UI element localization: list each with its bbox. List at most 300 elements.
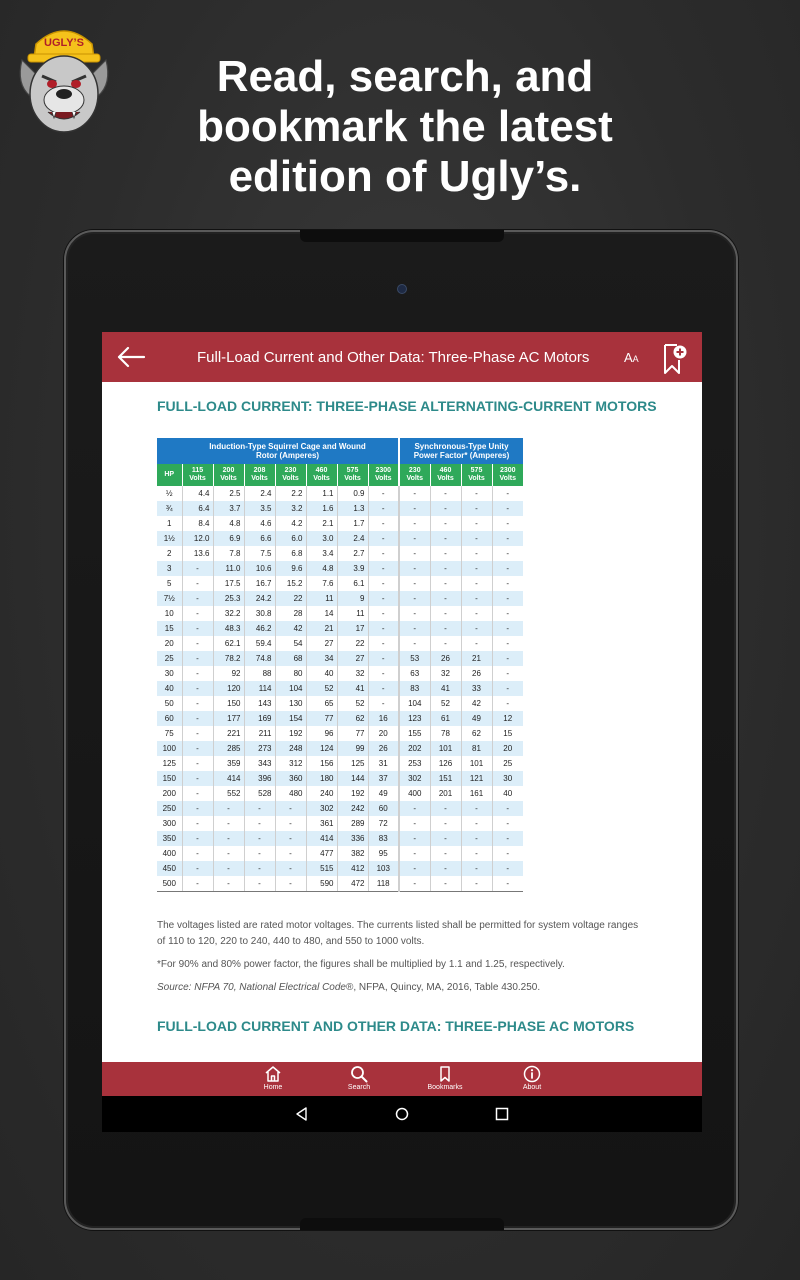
current-cell: - [461,801,492,816]
current-cell: 414 [306,831,337,846]
current-cell: - [492,651,523,666]
chapter-title: Full-Load Current and Other Data: Three-Phase AC Motors [197,349,590,366]
current-cell: 16 [368,711,399,726]
current-cell: 48.3 [213,621,244,636]
current-cell: 92 [213,666,244,681]
source-prefix: Source: NFPA 70, [157,982,240,993]
group-header-induction: Induction-Type Squirrel Cage and Wound Rotor (Amperes) [157,438,399,464]
hp-cell: 500 [157,876,182,891]
current-cell: 155 [399,726,430,741]
current-cell: 412 [337,861,368,876]
current-cell: - [275,801,306,816]
current-cell: 552 [213,786,244,801]
current-cell: 7.8 [213,546,244,561]
table-row [157,726,523,741]
current-cell: 26 [368,741,399,756]
current-cell: - [430,486,461,501]
current-cell: - [182,621,213,636]
current-cell: 242 [337,801,368,816]
current-cell: 6.9 [213,531,244,546]
nav-bookmarks-label: Bookmarks [427,1084,463,1091]
current-cell: 1.6 [306,501,337,516]
current-cell: 161 [461,786,492,801]
table-row [157,756,523,771]
current-cell: - [492,846,523,861]
current-cell: 121 [461,771,492,786]
current-cell: 414 [213,771,244,786]
table-row [157,651,523,666]
current-cell: 9.6 [275,561,306,576]
current-cell: - [368,621,399,636]
info-icon [523,1065,541,1083]
hp-cell: 100 [157,741,182,756]
current-cell: 9 [337,591,368,606]
tablet-bottom-edge [300,1218,504,1230]
current-cell: - [368,651,399,666]
current-cell: 59.4 [244,636,275,651]
table-notes [157,918,647,1003]
table-row [157,666,523,681]
current-cell: - [244,831,275,846]
current-cell: 49 [461,711,492,726]
column-header: 230 Volts [399,464,430,486]
current-cell: 104 [399,696,430,711]
group-header-synchronous: Synchronous-Type Unity Power Factor* (Amperes) [399,438,523,464]
current-cell: 3.9 [337,561,368,576]
column-header: 575 Volts [337,464,368,486]
current-cell: 2.7 [337,546,368,561]
current-cell: 46.2 [244,621,275,636]
current-cell: - [430,621,461,636]
current-cell: - [182,681,213,696]
current-cell: 240 [306,786,337,801]
current-cell: - [213,831,244,846]
current-cell: 400 [399,786,430,801]
current-cell: 14 [306,606,337,621]
current-cell: 130 [275,696,306,711]
current-cell: - [461,876,492,891]
table-row [157,561,523,576]
current-cell: - [182,606,213,621]
current-cell: 78 [430,726,461,741]
current-cell: - [399,636,430,651]
current-cell: 221 [213,726,244,741]
current-cell: 114 [244,681,275,696]
current-cell: 62.1 [213,636,244,651]
hp-cell: ¾ [157,501,182,516]
current-cell: - [244,861,275,876]
table-row [157,576,523,591]
current-cell: 6.1 [337,576,368,591]
note-power-factor: *For 90% and 80% power factor, the figures shall be multiplied by 1.1 and 1.25, respectively. [157,959,565,970]
nav-bookmarks[interactable] [420,1065,470,1091]
current-cell: - [182,591,213,606]
current-cell: - [368,516,399,531]
current-cell: 78.2 [213,651,244,666]
current-cell: 7.5 [244,546,275,561]
hp-cell: 125 [162,759,176,768]
current-cell: - [492,681,523,696]
current-cell: - [492,816,523,831]
current-cell: - [399,876,430,891]
current-cell: 11 [337,606,368,621]
current-cell: 101 [461,756,492,771]
table-row [157,831,523,846]
current-cell: 11.0 [213,561,244,576]
nav-about-label: About [522,1084,542,1091]
font-size-label-large: A [624,350,633,365]
current-cell: 80 [275,666,306,681]
current-cell: 52 [306,681,337,696]
current-cell: 125 [337,756,368,771]
table-row [157,546,523,561]
current-cell: - [430,606,461,621]
current-cell: 25.3 [213,591,244,606]
current-cell: 3.2 [275,501,306,516]
current-cell: 25 [492,756,523,771]
current-cell: - [399,801,430,816]
current-cell: 2.4 [337,531,368,546]
current-cell: 74.8 [244,651,275,666]
current-cell: 180 [306,771,337,786]
current-cell: - [492,861,523,876]
hp-cell: 2 [167,549,172,558]
column-header: HP [157,464,182,486]
current-cell: - [213,876,244,891]
current-cell: 477 [306,846,337,861]
current-cell: - [430,636,461,651]
current-cell: - [492,531,523,546]
table-row [157,741,523,756]
current-cell: - [368,636,399,651]
current-cell: 33 [461,681,492,696]
current-cell: 3.4 [306,546,337,561]
table-row [157,681,523,696]
current-cell: 156 [306,756,337,771]
current-cell: - [368,606,399,621]
current-cell: - [399,486,430,501]
column-header: 208 Volts [244,464,275,486]
current-cell: 21 [461,651,492,666]
motor-current-table [157,438,523,892]
section-heading-1: FULL-LOAD CURRENT: THREE-PHASE ALTERNATING-CURRENT MOTORS [157,398,657,414]
hp-cell: 450 [157,861,182,876]
current-cell: - [244,876,275,891]
current-cell: - [399,861,430,876]
current-cell: 15.2 [275,576,306,591]
current-cell: - [461,516,492,531]
table-row [157,696,523,711]
current-cell: 273 [244,741,275,756]
nav-home-label: Home [263,1084,283,1091]
hp-cell: 75 [164,729,174,738]
current-cell: 4.6 [244,516,275,531]
current-cell: 68 [275,651,306,666]
current-cell: 65 [306,696,337,711]
current-cell: - [244,846,275,861]
current-cell: 202 [399,741,430,756]
current-cell: - [492,801,523,816]
current-cell: 248 [275,741,306,756]
hp-cell: 60 [157,711,182,726]
current-cell: - [244,801,275,816]
tablet-top-edge [300,230,504,242]
current-cell: 211 [244,726,275,741]
current-cell: - [461,816,492,831]
table-row [157,816,523,831]
current-cell: 3.7 [213,501,244,516]
current-cell: - [244,816,275,831]
hp-cell: 1½ [157,531,182,546]
current-cell: 40 [492,786,523,801]
table-row [157,516,523,531]
current-cell: - [213,861,244,876]
current-cell: - [430,861,461,876]
current-cell: - [461,621,492,636]
current-cell: - [182,831,213,846]
current-cell: - [430,876,461,891]
current-cell: - [182,696,213,711]
current-cell: 41 [337,681,368,696]
current-cell: - [182,741,213,756]
current-cell: 61 [430,711,461,726]
current-cell: - [399,846,430,861]
current-cell: 312 [275,756,306,771]
current-cell: - [399,816,430,831]
current-cell: 302 [306,801,337,816]
current-cell: - [399,606,430,621]
current-cell: - [399,546,430,561]
current-cell: - [492,666,523,681]
current-cell: 22 [275,591,306,606]
table-row [157,621,523,636]
current-cell: 7.6 [306,576,337,591]
current-cell: 1.3 [337,501,368,516]
current-cell: 124 [306,741,337,756]
current-cell: - [430,531,461,546]
search-icon [350,1065,368,1083]
current-cell: 101 [430,741,461,756]
current-cell: 42 [461,696,492,711]
current-cell: - [461,846,492,861]
current-cell: - [182,666,213,681]
current-cell: - [430,516,461,531]
back-arrow-icon[interactable] [116,346,146,368]
current-cell: 17.5 [213,576,244,591]
current-cell: 53 [399,651,430,666]
current-cell: 3.5 [244,501,275,516]
current-cell: - [430,846,461,861]
current-cell: - [492,831,523,846]
add-bookmark-icon[interactable] [660,342,688,376]
current-cell: 26 [461,666,492,681]
current-cell: - [399,501,430,516]
current-cell: - [182,816,213,831]
table-row [157,711,523,726]
bottom-nav-bar [102,1062,702,1096]
table-row [157,501,523,516]
current-cell: 21 [306,621,337,636]
source-suffix: ®, NFPA, Quincy, MA, 2016, Table 430.250. [345,982,541,993]
nav-search-label: Search [347,1084,371,1091]
current-cell: - [182,636,213,651]
current-cell: - [213,816,244,831]
current-cell: 40 [306,666,337,681]
current-cell: 20 [368,726,399,741]
current-cell: - [492,621,523,636]
current-cell: 27 [306,636,337,651]
current-cell: 1.7 [337,516,368,531]
current-cell: - [492,516,523,531]
current-cell: 472 [337,876,368,891]
current-cell: 17 [337,621,368,636]
current-cell: 169 [244,711,275,726]
reader-content[interactable] [102,382,702,1062]
current-cell: 154 [275,711,306,726]
current-cell: 11 [306,591,337,606]
hp-cell: 1 [167,519,172,528]
note-voltages: The voltages listed are rated motor voltages. The currents listed shall be permitted for system voltage ranges of 110 to 120, 220 to 240, 440 to 480, and 550 to 1000 volts. [157,920,639,947]
current-cell: 396 [244,771,275,786]
table-row [157,861,523,876]
current-cell: 62 [337,711,368,726]
current-cell: - [399,516,430,531]
current-cell: 22 [337,636,368,651]
current-cell: 20 [492,741,523,756]
hp-cell: 350 [157,831,182,846]
current-cell: 41 [430,681,461,696]
current-cell: 343 [244,756,275,771]
system-recents-icon[interactable] [494,1106,510,1122]
current-cell: 120 [213,681,244,696]
table-row [157,531,523,546]
current-cell: - [430,816,461,831]
nav-about[interactable] [507,1065,557,1091]
current-cell: - [461,606,492,621]
current-cell: - [461,576,492,591]
current-cell: 118 [368,876,399,891]
font-size-button[interactable] [624,350,639,365]
app-top-bar [102,332,702,382]
current-cell: - [213,846,244,861]
column-header: 2300 Volts [368,464,399,486]
table-row [157,876,523,891]
current-cell: - [461,636,492,651]
current-cell: - [461,561,492,576]
current-cell: - [430,801,461,816]
nav-home[interactable] [248,1065,298,1091]
column-header-row [157,464,523,486]
current-cell: 144 [337,771,368,786]
system-back-icon[interactable] [294,1106,310,1122]
current-cell: 31 [368,756,399,771]
current-cell: 123 [399,711,430,726]
current-cell: 16.7 [244,576,275,591]
current-cell: 2.5 [213,486,244,501]
current-cell: 4.4 [182,486,213,501]
hp-cell: 40 [157,681,182,696]
current-cell: 63 [399,666,430,681]
current-cell: - [182,801,213,816]
current-cell: 359 [213,756,244,771]
current-cell: 2.1 [306,516,337,531]
current-cell: - [399,576,430,591]
current-cell: - [492,546,523,561]
system-home-icon[interactable] [394,1106,410,1122]
current-cell: 177 [213,711,244,726]
current-cell: 151 [430,771,461,786]
uglys-bulldog-logo [14,14,114,140]
current-cell: - [182,576,213,591]
table-body [157,486,523,891]
current-cell: 37 [368,771,399,786]
current-cell: 150 [213,696,244,711]
current-cell: 104 [275,681,306,696]
table-row [157,486,523,501]
hp-cell: 150 [157,771,182,786]
table-row [157,606,523,621]
current-cell: - [275,861,306,876]
font-size-label-small: A [632,354,639,364]
current-cell: - [368,576,399,591]
table-row [157,801,523,816]
current-cell: - [182,561,213,576]
note-source [157,980,647,996]
current-cell: - [182,846,213,861]
current-cell: 95 [368,846,399,861]
current-cell: 480 [275,786,306,801]
current-cell: - [399,831,430,846]
current-cell: - [430,576,461,591]
current-cell: - [461,501,492,516]
current-cell: 6.8 [275,546,306,561]
current-cell: - [182,711,213,726]
current-cell: 26 [430,651,461,666]
table-row [157,591,523,606]
app-screen [102,332,702,1132]
current-cell: 192 [337,786,368,801]
current-cell: - [461,546,492,561]
current-cell: 27 [337,651,368,666]
current-cell: 3.0 [306,531,337,546]
current-cell: 49 [368,786,399,801]
current-cell: 13.6 [182,546,213,561]
current-cell: - [461,831,492,846]
hp-cell: ½ [165,489,173,498]
current-cell: 6.0 [275,531,306,546]
current-cell: - [275,831,306,846]
current-cell: - [399,531,430,546]
current-cell: 336 [337,831,368,846]
current-cell: 289 [337,816,368,831]
current-cell: - [368,486,399,501]
nav-search[interactable] [334,1065,384,1091]
current-cell: 77 [306,711,337,726]
current-cell: - [182,861,213,876]
tablet-device-frame [64,230,738,1230]
current-cell: 99 [337,741,368,756]
current-cell: 126 [430,756,461,771]
table-row [157,846,523,861]
current-cell: - [182,651,213,666]
column-header: 575 Volts [461,464,492,486]
headline: Read, search, and bookmark the latest edition of Ugly’s. [197,52,613,201]
current-cell: 103 [368,861,399,876]
system-nav-bar [102,1096,702,1132]
current-cell: - [275,876,306,891]
current-cell: 52 [430,696,461,711]
hp-cell: 250 [157,801,182,816]
